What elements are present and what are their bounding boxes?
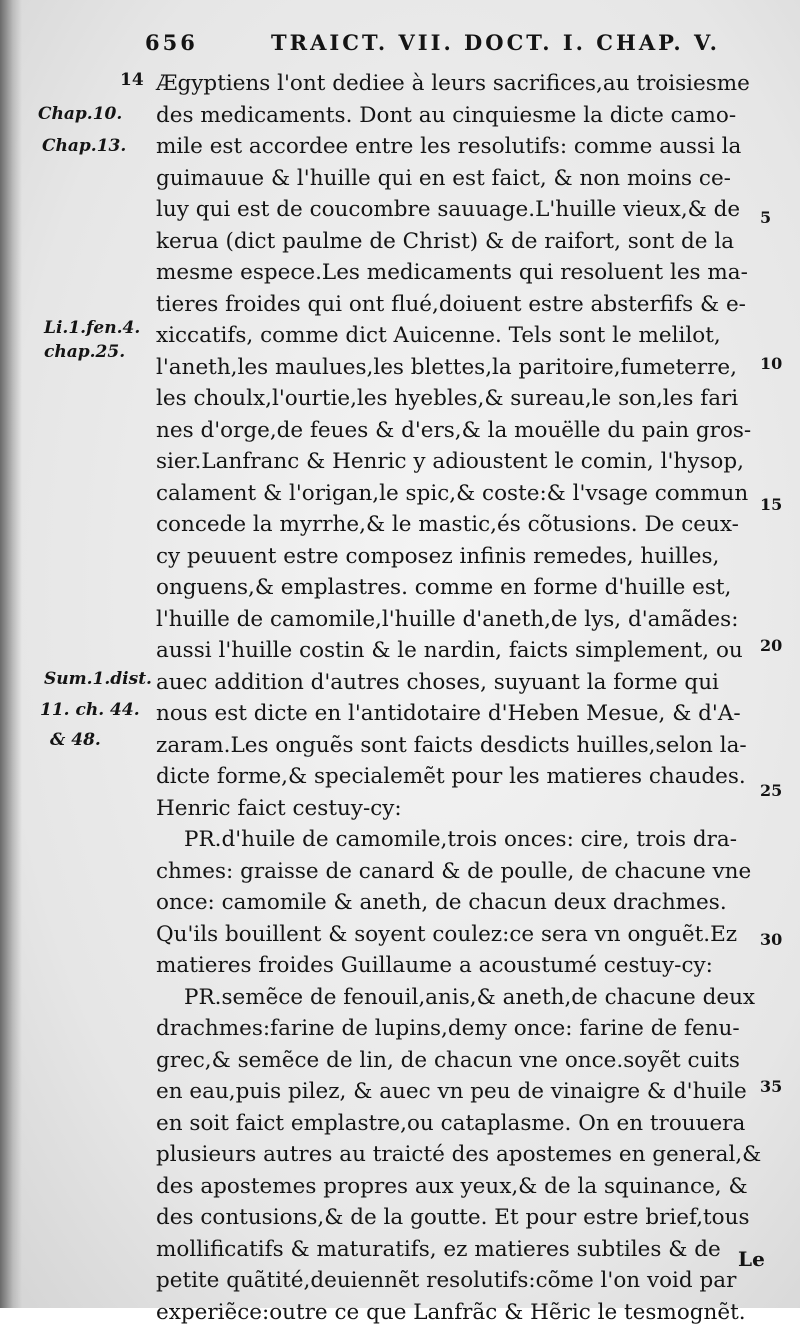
text-line: mile est accordee entre les resolutifs: comme aussi la: [156, 131, 762, 163]
text-line: guimauue & l'huille qui en est faict, & non moins ce-: [156, 163, 762, 195]
running-title: TRAICT. VII. DOCT. I. CHAP. V.: [271, 30, 720, 55]
text-line: petite quãtité,deuiennẽt resolutifs:cõme l'on void par: [156, 1265, 762, 1297]
text-line: en eau,puis pilez, & auec vn peu de vinaigre & d'huile: [156, 1076, 762, 1108]
first-line-mark: 14: [120, 70, 144, 90]
text-line: Ægyptiens l'ont dediee à leurs sacrifices,au troisiesme: [156, 68, 762, 100]
text-line: en soit faict emplastre,ou cataplasme. On en trouuera: [156, 1108, 762, 1140]
text-line: l'aneth,les maulues,les blettes,la paritoire,fumeterre,: [156, 352, 762, 384]
marginal-note: 11. ch. 44.: [40, 700, 140, 720]
line-number: 15: [760, 495, 782, 514]
text-line: concede la myrrhe,& le mastic,és cõtusions. De ceux-: [156, 509, 762, 541]
text-body: [156, 68, 762, 1328]
marginal-note: Li.1.fen.4.: [44, 318, 140, 338]
text-line-indented: PR.semẽce de fenouil,anis,& aneth,de chacune deux: [156, 982, 762, 1014]
text-line: des medicaments. Dont au cinquiesme la dicte camo-: [156, 100, 762, 132]
marginal-note: Sum.1.dist.: [44, 669, 152, 689]
text-line: les choulx,l'ourtie,les hyebles,& sureau,le son,les fari: [156, 383, 762, 415]
text-line: experiẽce:outre ce que Lanfrãc & Hẽric le tesmognẽt.: [156, 1297, 762, 1328]
marginal-note: & 48.: [50, 730, 101, 750]
line-number: 25: [760, 781, 782, 800]
page-number: 656: [145, 30, 198, 55]
text-line: calament & l'origan,le spic,& coste:& l'vsage commun: [156, 478, 762, 510]
line-number: 35: [760, 1077, 782, 1096]
marginal-note: chap.25.: [44, 342, 125, 362]
line-number: 5: [760, 208, 771, 227]
line-number: 20: [760, 636, 782, 655]
text-line: chmes: graisse de canard & de poulle, de chacune vne: [156, 856, 762, 888]
marginal-note: Chap.10.: [38, 104, 122, 124]
line-number: 30: [760, 930, 782, 949]
page-gutter-shadow: [0, 0, 22, 1308]
text-line: kerua (dict paulme de Christ) & de raifort, sont de la: [156, 226, 762, 258]
text-line: plusieurs autres au traicté des apostemes en general,&: [156, 1139, 762, 1171]
text-line: nous est dicte en l'antidotaire d'Heben Mesue, & d'A-: [156, 698, 762, 730]
text-line: luy qui est de coucombre sauuage.L'huille vieux,& de: [156, 194, 762, 226]
text-line: des contusions,& de la goutte. Et pour estre brief,tous: [156, 1202, 762, 1234]
text-line-indented: PR.d'huile de camomile,trois onces: cire, trois dra-: [156, 824, 762, 856]
text-line: cy peuuent estre composez infinis remedes, huilles,: [156, 541, 762, 573]
text-line: mollificatifs & maturatifs, ez matieres subtiles & de: [156, 1234, 762, 1266]
text-line: once: camomile & aneth, de chacun deux drachmes.: [156, 887, 762, 919]
text-line: auec addition d'autres choses, suyuant la forme qui: [156, 667, 762, 699]
text-line: tieres froides qui ont flué,doiuent estre absterfifs & e-: [156, 289, 762, 321]
text-line: drachmes:farine de lupins,demy once: farine de fenu-: [156, 1013, 762, 1045]
text-line: xiccatifs, comme dict Auicenne. Tels sont le melilot,: [156, 320, 762, 352]
line-number: 10: [760, 354, 782, 373]
text-line: zaram.Les onguẽs sont faicts desdicts huilles,selon la-: [156, 730, 762, 762]
text-line: Henric faict cestuy-cy:: [156, 793, 762, 825]
marginal-note: Chap.13.: [42, 136, 126, 156]
text-line: nes d'orge,de feues & d'ers,& la mouëlle du pain gros-: [156, 415, 762, 447]
text-line: matieres froides Guillaume a acoustumé cestuy-cy:: [156, 950, 762, 982]
text-line: l'huille de camomile,l'huille d'aneth,de lys, d'amãdes:: [156, 604, 762, 636]
text-line: grec,& semẽce de lin, de chacun vne once.soyẽt cuits: [156, 1045, 762, 1077]
text-line: dicte forme,& specialemẽt pour les matieres chaudes.: [156, 761, 762, 793]
catchword: Le: [738, 1247, 765, 1271]
text-line: onguens,& emplastres. comme en forme d'huille est,: [156, 572, 762, 604]
text-line: des apostemes propres aux yeux,& de la squinance, &: [156, 1171, 762, 1203]
text-line: mesme espece.Les medicaments qui resoluent les ma-: [156, 257, 762, 289]
text-line: Qu'ils bouillent & soyent coulez:ce sera vn onguẽt.Ez: [156, 919, 762, 951]
text-line: aussi l'huille costin & le nardin, faicts simplement, ou: [156, 635, 762, 667]
running-header: [145, 30, 720, 55]
text-line: sier.Lanfranc & Henric y adioustent le comin, l'hysop,: [156, 446, 762, 478]
